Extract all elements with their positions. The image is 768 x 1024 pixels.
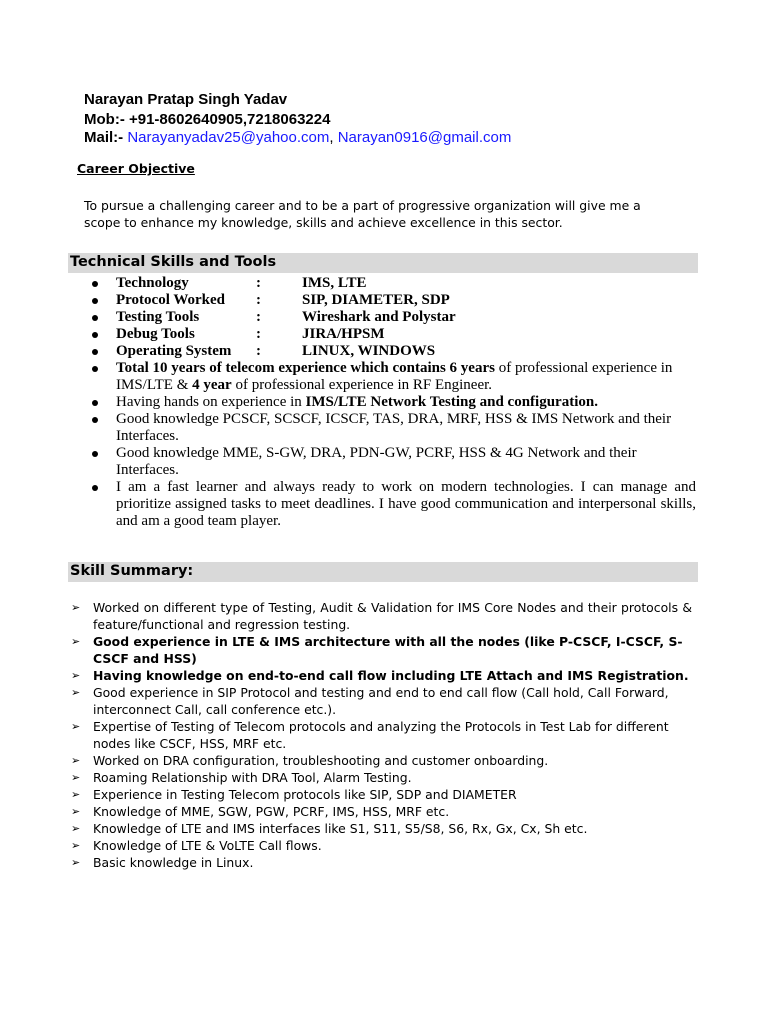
skill-summary-item <box>70 820 692 837</box>
tech-row <box>90 326 696 343</box>
tech-row-label: Protocol Worked <box>116 292 226 308</box>
skill-summary-heading: Skill Summary: <box>70 563 194 579</box>
tech-row-value: JIRA/HPSM <box>302 326 385 342</box>
career-objective-heading: Career Objective <box>77 161 195 176</box>
tech-row-sep: : <box>256 292 261 308</box>
skill-summary-text: Good experience in LTE & IMS architecture with all the nodes (like P-CSCF, I-CSCF, S-CSCF and HSS) <box>93 634 683 666</box>
technical-skills-list <box>90 275 696 530</box>
skill-summary-item <box>70 786 692 803</box>
skill-summary-text: Expertise of Testing of Telecom protocols and analyzing the Protocols in Test Lab for different nodes like CSCF, HSS, MRF etc. <box>93 719 669 751</box>
arrow-bullet-icon: ➢ <box>71 686 81 699</box>
skill-summary-item <box>70 803 692 820</box>
skill-summary-item <box>70 667 692 684</box>
skill-summary-text: Knowledge of LTE & VoLTE Call flows. <box>93 838 322 853</box>
skill-summary-text: Good experience in SIP Protocol and testing and end to end call flow (Call hold, Call Forward, interconnect Call, call conference etc.). <box>93 685 669 717</box>
tech-row <box>90 275 696 292</box>
mobile-label: Mob:- <box>84 111 129 128</box>
tech-row-sep: : <box>256 326 261 342</box>
technical-skills-bar <box>68 253 698 273</box>
experience-text-rf: of professional experience in RF Engineer. <box>231 377 493 393</box>
skill-summary-item <box>70 599 692 633</box>
hands-on-bold: IMS/LTE Network Testing and configuration. <box>305 394 598 410</box>
skill-summary-text: Worked on DRA configuration, troubleshooting and customer onboarding. <box>93 753 549 768</box>
skill-summary-item <box>70 854 692 871</box>
mobile-line <box>84 111 330 128</box>
skill-summary-item <box>70 752 692 769</box>
arrow-bullet-icon: ➢ <box>71 669 81 682</box>
skill-summary-text: Having knowledge on end-to-end call flow including LTE Attach and IMS Registration. <box>93 668 689 683</box>
arrow-bullet-icon: ➢ <box>71 601 81 614</box>
skill-summary-item <box>70 633 692 667</box>
arrow-bullet-icon: ➢ <box>71 754 81 767</box>
experience-item <box>90 360 696 394</box>
email-separator: , <box>329 129 338 146</box>
skill-summary-text: Basic knowledge in Linux. <box>93 855 254 870</box>
mail-line <box>84 129 511 146</box>
experience-bold-years: 4 year <box>192 377 232 393</box>
technical-skills-heading: Technical Skills and Tools <box>70 254 277 270</box>
experience-text: of professional experience in IMS/LTE & <box>116 360 673 393</box>
skill-summary-item <box>70 718 692 752</box>
arrow-bullet-icon: ➢ <box>71 635 81 648</box>
tech-row-sep: : <box>256 309 261 325</box>
skill-summary-item <box>70 837 692 854</box>
tech-row-label: Technology <box>116 275 189 291</box>
tech-row-sep: : <box>256 275 261 291</box>
arrow-bullet-icon: ➢ <box>71 788 81 801</box>
tech-row-sep: : <box>256 343 261 359</box>
tech-row-value: IMS, LTE <box>302 275 367 291</box>
candidate-name: Narayan Pratap Singh Yadav <box>84 91 288 108</box>
tech-row-value: LINUX, WINDOWS <box>302 343 436 359</box>
career-objective-text: To pursue a challenging career and to be a part of progressive organization will give me a scope to enhance my knowledge, skills and achieve excellence in this sector. <box>84 198 641 230</box>
skill-summary-text: Knowledge of MME, SGW, PGW, PCRF, IMS, HSS, MRF etc. <box>93 804 450 819</box>
tech-row-label: Testing Tools <box>116 309 200 325</box>
email-link-yahoo[interactable]: Narayanyadav25@yahoo.com <box>127 129 330 146</box>
skill-summary-item <box>70 684 692 718</box>
experience-bold: Total 10 years of telecom experience which contains 6 years <box>116 360 495 376</box>
skill-summary-text: Worked on different type of Testing, Audit & Validation for IMS Core Nodes and their protocols & feature/functional and regression testing. <box>93 600 692 632</box>
arrow-bullet-icon: ➢ <box>71 771 81 784</box>
arrow-bullet-icon: ➢ <box>71 720 81 733</box>
tech-row <box>90 292 696 309</box>
skill-summary-bar <box>68 562 698 582</box>
mail-label: Mail:- <box>84 129 128 146</box>
skill-summary-list <box>70 599 692 871</box>
tech-row-label: Debug Tools <box>116 326 195 342</box>
hands-on-text: Having hands on experience in <box>116 394 306 410</box>
email-link-gmail[interactable]: Narayan0916@gmail.com <box>337 129 512 146</box>
skill-summary-text: Knowledge of LTE and IMS interfaces like S1, S11, S5/S8, S6, Rx, Gx, Cx, Sh etc. <box>93 821 588 836</box>
tech-row-label: Operating System <box>116 343 232 359</box>
skill-summary-text: Roaming Relationship with DRA Tool, Alarm Testing. <box>93 770 412 785</box>
skill-summary-text: Experience in Testing Telecom protocols like SIP, SDP and DIAMETER <box>93 787 517 802</box>
hands-on-item <box>90 394 696 411</box>
tech-row <box>90 343 696 360</box>
mobile-number: +91-8602640905,7218063224 <box>128 111 331 128</box>
knowledge-4g-item: Good knowledge MME, S-GW, DRA, PDN-GW, PCRF, HSS & 4G Network and their Interfaces. <box>90 445 696 479</box>
arrow-bullet-icon: ➢ <box>71 805 81 818</box>
arrow-bullet-icon: ➢ <box>71 822 81 835</box>
learner-item: I am a fast learner and always ready to work on modern technologies. I can manage and prioritize assigned tasks to meet deadlines. I have good communication and interpersonal skills, and am a good team player. <box>90 479 696 530</box>
arrow-bullet-icon: ➢ <box>71 839 81 852</box>
knowledge-ims-item: Good knowledge PCSCF, SCSCF, ICSCF, TAS, DRA, MRF, HSS & IMS Network and their Interfaces. <box>90 411 696 445</box>
arrow-bullet-icon: ➢ <box>71 856 81 869</box>
tech-row-value: SIP, DIAMETER, SDP <box>302 292 450 308</box>
skill-summary-item <box>70 769 692 786</box>
tech-row-value: Wireshark and Polystar <box>302 309 456 325</box>
tech-row <box>90 309 696 326</box>
